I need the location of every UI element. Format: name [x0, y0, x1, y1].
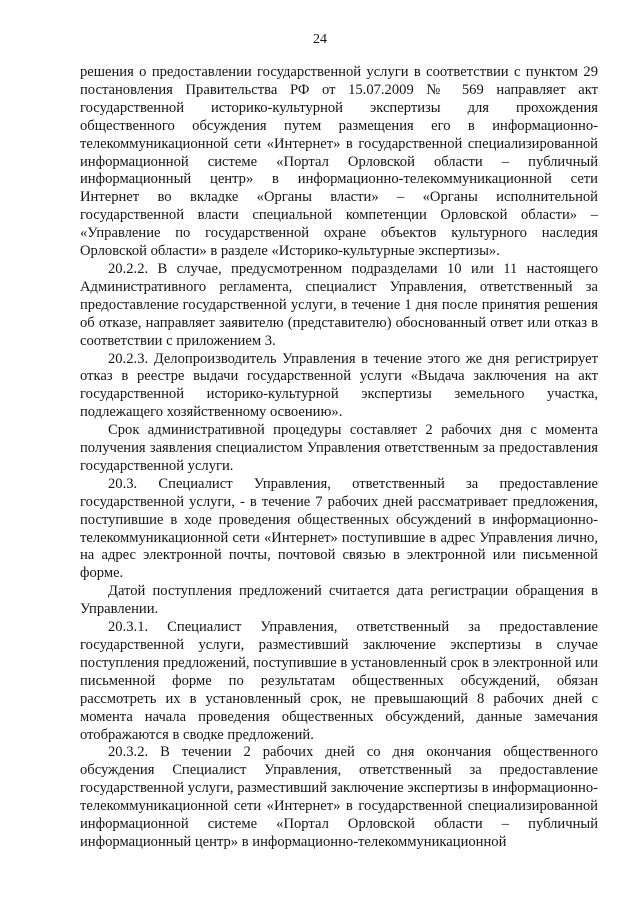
page-number: 24 — [313, 32, 327, 47]
document-body — [80, 64, 598, 852]
paragraph-20-2-3: 20.2.3. Делопроизводитель Управления в течение этого же дня регистрирует отказ в реестре выдачи государственной услуги «Выдача заключения на акт государственной историко-культурной экспертизы земельного участка, подлежащего хозяйственному освоению». — [80, 350, 598, 421]
paragraph-20-2-2: 20.2.2. В случае, предусмотренном подразделами 10 или 11 настоящего Административного регламента, специалист Управления, ответственный за предоставление государственной услуги, в течение 1 дня после принятия решения об отказе, направляет заявителю (представителю) обоснованный ответ или отказ в соответствии с приложением 3. — [80, 260, 598, 349]
paragraph-20-3-2: 20.3.2. В течении 2 рабочих дней со дня окончания общественного обсуждения Специалист Управления, ответственный за предоставление государственной услуги, разместивший заключение экспертизы в информационно-телекоммуникационной сети «Интернет» в государственной специализированной информационной системе «Портал Орловской области – публичный информационный центр» в информационно-телекоммуникационной — [80, 744, 598, 850]
paragraph-procedure-term: Срок административной процедуры составляет 2 рабочих дня с момента получения заявления специалистом Управления ответственным за предоставления государственной услуги. — [80, 422, 598, 474]
paragraph-20-3-1: 20.3.1. Специалист Управления, ответственный за предоставление государственной услуги, разместивший заключение экспертизы в случае поступления предложений, поступившие в установленный срок в электронной или письменной форме по результатам общественных обсуждений, обязан рассмотреть их в установленный срок, не превышающий 8 рабочих дней с момента начала проведения общественных обсуждений, данные замечания отображаются в сводке предложений. — [80, 619, 598, 743]
paragraph-20-3: 20.3. Специалист Управления, ответственный за предоставление государственной услуги, - в течение 7 рабочих дней рассматривает предложения, поступившие в ходе проведения общественных обсуждений в информационно-телекоммуникационной сети «Интернет» поступившие в адрес Управления лично, на адрес электронной почты, почтовой связью в электронной или письменной форме. — [80, 475, 598, 582]
paragraph-continuation: решения о предоставлении государственной услуги в соответствии с пунктом 29 постановления Правительства РФ от 15.07.2009 № 569 направляет акт государственной историко-культурной экспертизы для прохождения общественного обсуждения путем размещения его в информационно-телекоммуникационной сети «Интернет» в государственной специализированной информационной системе «Портал Орловской области – публичный информационный центр» в информационно-телекоммуникационной сети Интернет во вкладке «Органы власти» – «Органы исполнительной государственной власти специальной компетенции Орловской области» – «Управление по государственной охране объектов культурного наследия Орловской области» в разделе «Историко-культурные экспертизы». — [80, 64, 598, 260]
paragraph-receipt-date: Датой поступления предложений считается дата регистрации обращения в Управлении. — [80, 583, 598, 618]
